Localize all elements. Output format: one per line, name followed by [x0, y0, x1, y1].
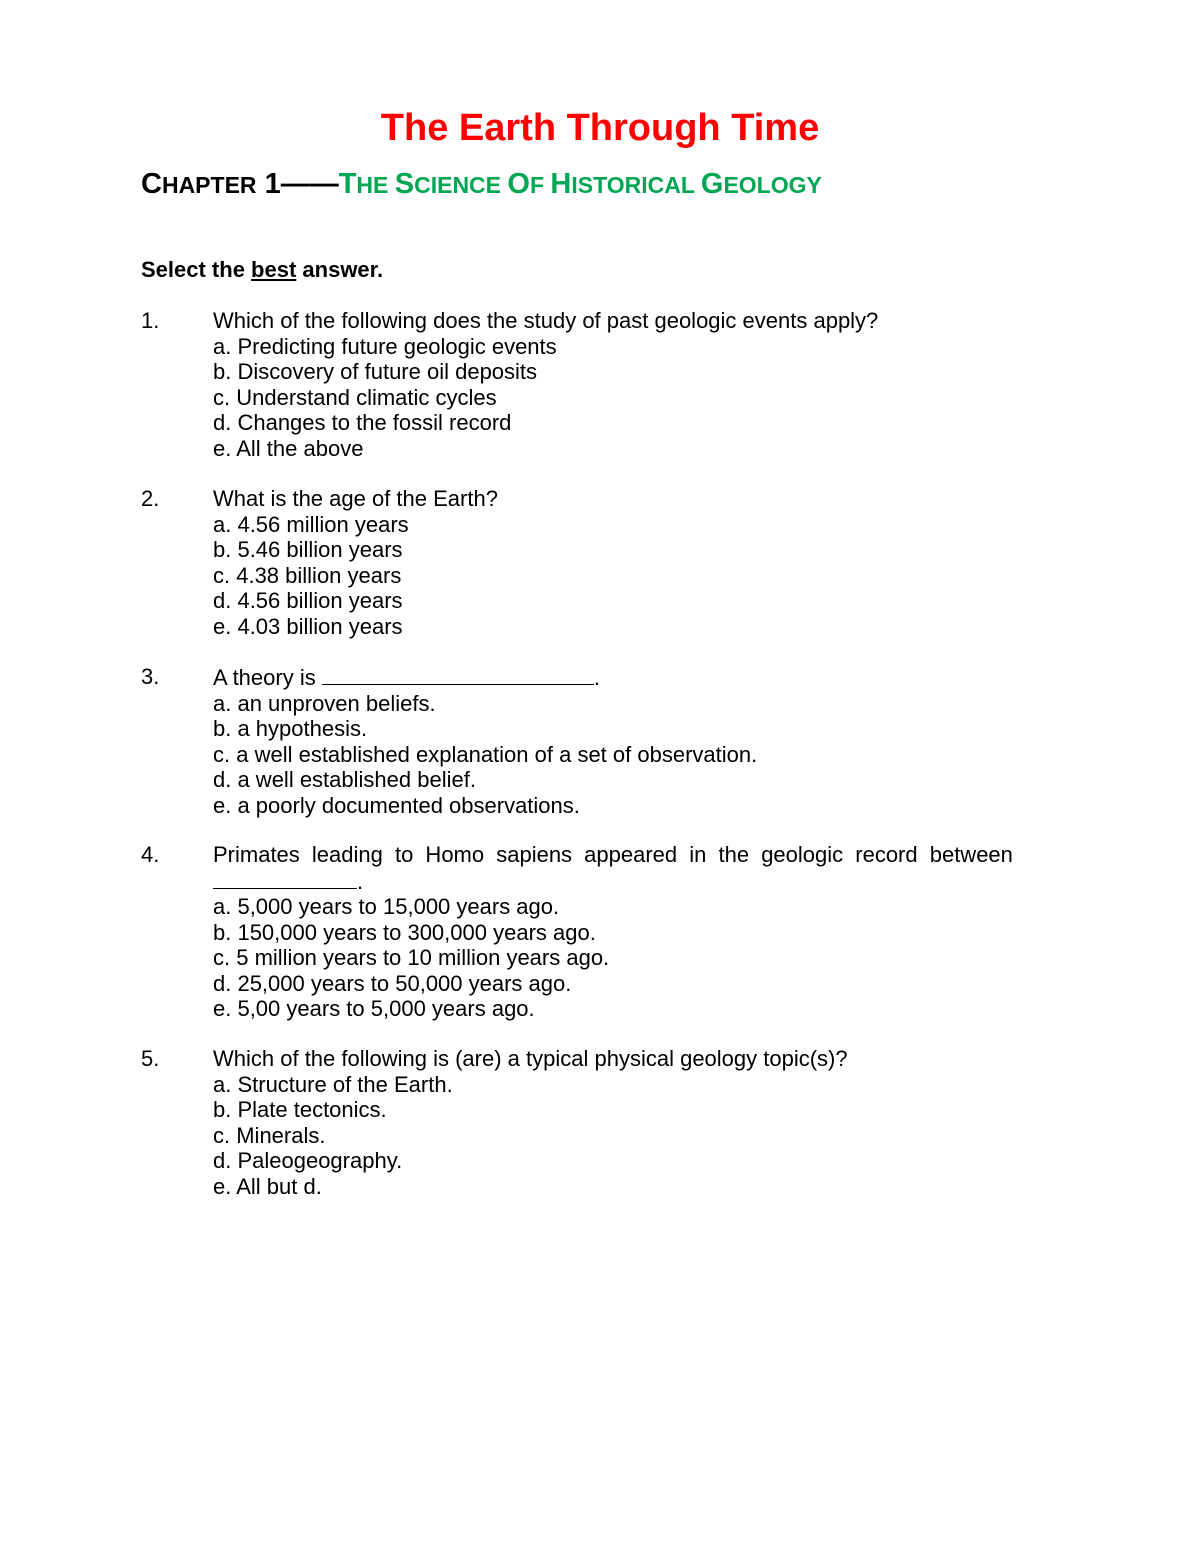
- question-4: [141, 842, 1061, 1022]
- question-number: 2.: [141, 486, 160, 511]
- answer-option: a. an unproven beliefs.: [213, 690, 436, 716]
- answer-option: b. a hypothesis.: [213, 716, 368, 741]
- question-text: Which of the following does the study of past geologic events apply?: [213, 308, 879, 333]
- answer-blank: [322, 664, 594, 685]
- question-text: [213, 664, 1061, 691]
- question-1: [141, 308, 1061, 461]
- chapter-word-initial: T: [338, 168, 357, 200]
- chapter-word-initial: S: [394, 168, 415, 200]
- instruction-post: answer.: [296, 257, 384, 282]
- answer-option: d. 25,000 years to 50,000 years ago.: [213, 970, 572, 996]
- answer-option: c. a well established explanation of a set of observation.: [213, 741, 758, 767]
- chapter-number: 1——: [256, 168, 339, 200]
- question-number: 3.: [141, 664, 160, 689]
- question-number: 4.: [141, 842, 160, 867]
- answer-option: e. All but d.: [213, 1173, 322, 1199]
- chapter-word-rest: CIENCE: [414, 172, 508, 198]
- answer-option: e. a poorly documented observations.: [213, 792, 580, 818]
- chapter-prefix-initial: C: [141, 168, 162, 200]
- question-2: [141, 486, 1061, 639]
- chapter-word-rest: HE: [356, 172, 395, 198]
- question-5: [141, 1046, 1061, 1199]
- question-text-continued: [213, 868, 1061, 895]
- answer-option: b. Plate tectonics.: [213, 1097, 387, 1122]
- answer-option: d. 4.56 billion years: [213, 588, 403, 613]
- chapter-prefix-rest: HAPTER: [161, 172, 257, 198]
- answer-blank: [213, 868, 357, 889]
- answer-option: e. 5,00 years to 5,000 years ago.: [213, 996, 535, 1021]
- chapter-heading: [141, 164, 822, 205]
- question-text: Which of the following is (are) a typical physical geology topic(s)?: [213, 1046, 848, 1071]
- answer-option: d. Paleogeography.: [213, 1148, 403, 1173]
- instruction-text: [141, 256, 383, 284]
- answer-option: d. Changes to the fossil record: [213, 410, 512, 435]
- chapter-word-initial: G: [700, 168, 724, 200]
- answer-option: a. 5,000 years to 15,000 years ago.: [213, 894, 560, 919]
- question-text: Primates leading to Homo sapiens appeared in the geologic record between: [213, 842, 1013, 867]
- answer-option: a. Predicting future geologic events: [213, 333, 557, 359]
- question-text-pre: A theory is: [213, 665, 322, 690]
- answer-option: a. Structure of the Earth.: [213, 1071, 453, 1097]
- chapter-word-rest: ISTORICAL: [571, 172, 701, 198]
- answer-option: b. Discovery of future oil deposits: [213, 359, 538, 384]
- chapter-word-rest: EOLOGY: [723, 172, 822, 198]
- document-title: The Earth Through Time: [380, 107, 820, 149]
- answer-option: d. a well established belief.: [213, 767, 476, 792]
- answer-option: b. 5.46 billion years: [213, 537, 403, 562]
- instruction-emphasis: best: [251, 257, 297, 282]
- chapter-word-initial: H: [550, 168, 572, 200]
- answer-option: b. 150,000 years to 300,000 years ago.: [213, 919, 596, 945]
- instruction-pre: Select the: [141, 257, 252, 282]
- question-text-post: .: [357, 868, 364, 894]
- question-text-post: .: [593, 665, 600, 690]
- answer-option: e. All the above: [213, 435, 364, 461]
- question-number: 5.: [141, 1046, 160, 1071]
- question-text: What is the age of the Earth?: [213, 486, 498, 511]
- question-3: [141, 664, 1061, 818]
- question-number: 1.: [141, 308, 160, 333]
- answer-option: e. 4.03 billion years: [213, 613, 403, 639]
- answer-option: c. Minerals.: [213, 1122, 326, 1148]
- answer-option: c. Understand climatic cycles: [213, 384, 497, 410]
- answer-option: c. 5 million years to 10 million years ago.: [213, 945, 610, 970]
- answer-option: c. 4.38 billion years: [213, 562, 402, 588]
- chapter-word-rest: F: [529, 172, 551, 198]
- chapter-word-initial: O: [507, 168, 530, 200]
- answer-option: a. 4.56 million years: [213, 511, 409, 537]
